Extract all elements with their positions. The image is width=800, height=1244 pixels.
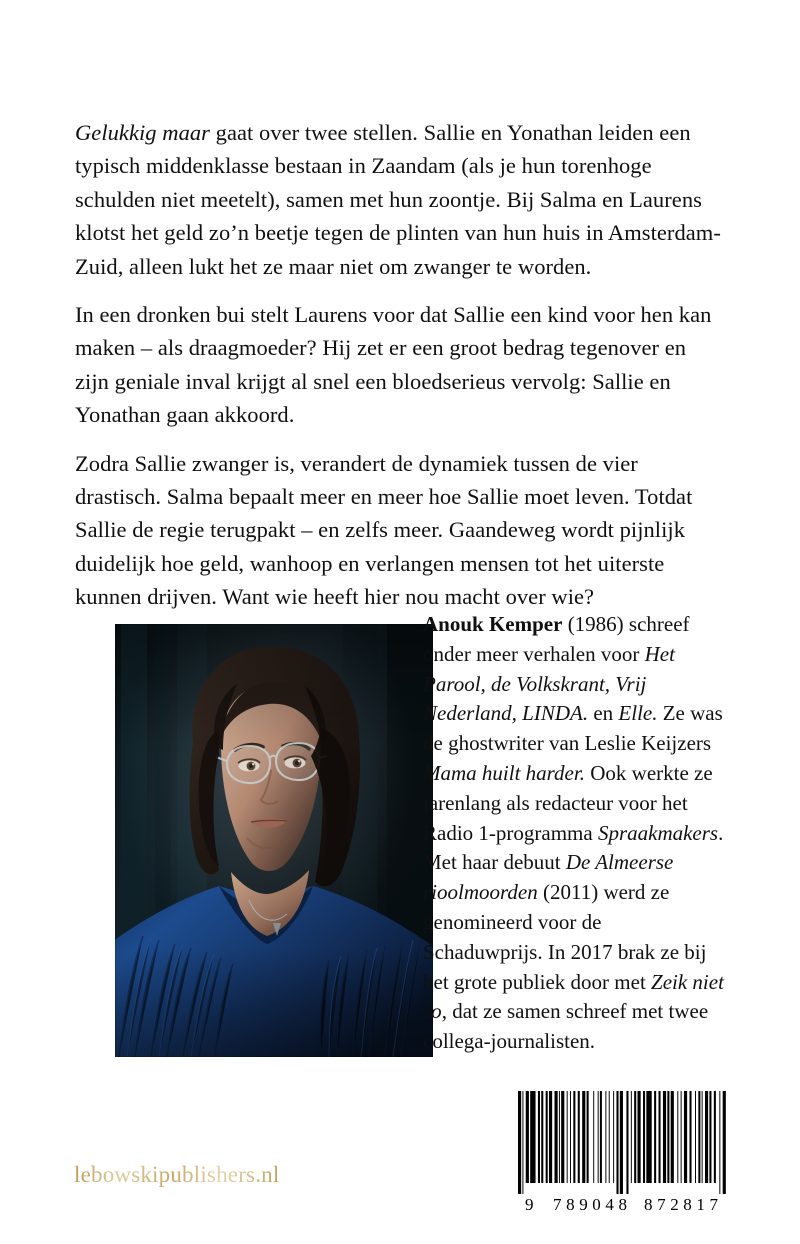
bio-title-zeik-niet-zo: Zeik niet zo [423,969,724,1024]
barcode-digits-right-group: 872817 [644,1195,723,1214]
author-name: Anouk Kemper [423,612,563,636]
isbn-barcode [518,1091,726,1221]
blurb-text [75,116,725,614]
author-section [75,608,725,1054]
bio-title-de-almeerse-rioolmoorden: De Almeerse rioolmoorden [423,850,674,905]
bio-seg-7: Ook werkte ze jarenlang als redacteur voor het Radio 1-programma [423,760,713,845]
barcode-bars [518,1091,726,1194]
bio-program-spraakmakers: Spraakmakers [597,820,719,845]
bio-seg-1: (1986) schreef onder meer verhalen voor [423,612,690,666]
bio-publication-elle: Elle. [618,701,658,726]
barcode-digits-left-group: 789048 [553,1195,632,1214]
publisher-website-logo[interactable]: lebowskipublishers.nl [74,1160,279,1190]
bio-seg-3: en [588,701,619,726]
blurb-paragraph-2: In een dronken bui stelt Laurens voor dat Sallie een kind voor hen kan maken – als draagmoeder? Hij zet er een groot bedrag tegenover en zijn geniale inval krijgt al snel een bloedserieus vervolg: Sallie en Yonathan gaan akkoord. [75,302,712,428]
blurb-paragraph-1 [75,116,725,283]
bio-seg-5: Ze was de ghostwriter van Leslie Keijzers [423,701,723,756]
author-portrait-photo [115,624,433,1057]
blurb-paragraph-3: Zodra Sallie zwanger is, verandert de dynamiek tussen de vier drastisch. Salma bepaalt meer en meer hoe Sallie moet leven. Totdat Sallie de regie terugpakt – en zelfs meer. Gaandeweg wordt pijnlijk duidelijk hoe geld, wanhoop en verlangen mensen tot het uiterste kunnen drijven. Want wie heeft hier nou macht over wie? [75,450,693,610]
book-title-italic: Gelukkig maar [75,120,210,145]
bio-publications-1: Het Parool, de Volkskrant, Vrij Nederland, LINDA. [423,641,675,726]
bio-seg-9: . Met haar debuut [423,820,724,875]
barcode-digits [518,1193,726,1217]
barcode-digit-leading: 9 [525,1195,534,1214]
bio-seg-13: , dat ze samen schreef met twee collega-journalisten. [423,999,709,1054]
author-biography [423,610,725,1057]
blurb-paragraph-1-rest: gaat over twee stellen. Sallie en Yonathan leiden een typisch middenklasse bestaan in Zaandam (als je hun torenhoge schulden niet meetelt), samen met hun zoontje. Bij Salma en Laurens klotst het geld zo’n beetje tegen de plinten van hun huis in Amsterdam-Zuid, alleen lukt het ze maar niet om zwanger te worden. [75,120,721,279]
bio-seg-11: (2011) werd ze genomineerd voor de Schaduwprijs. In 2017 brak ze bij het grote publiek door met [423,880,707,994]
bio-title-mama-huilt-harder: Mama huilt harder. [423,760,585,785]
